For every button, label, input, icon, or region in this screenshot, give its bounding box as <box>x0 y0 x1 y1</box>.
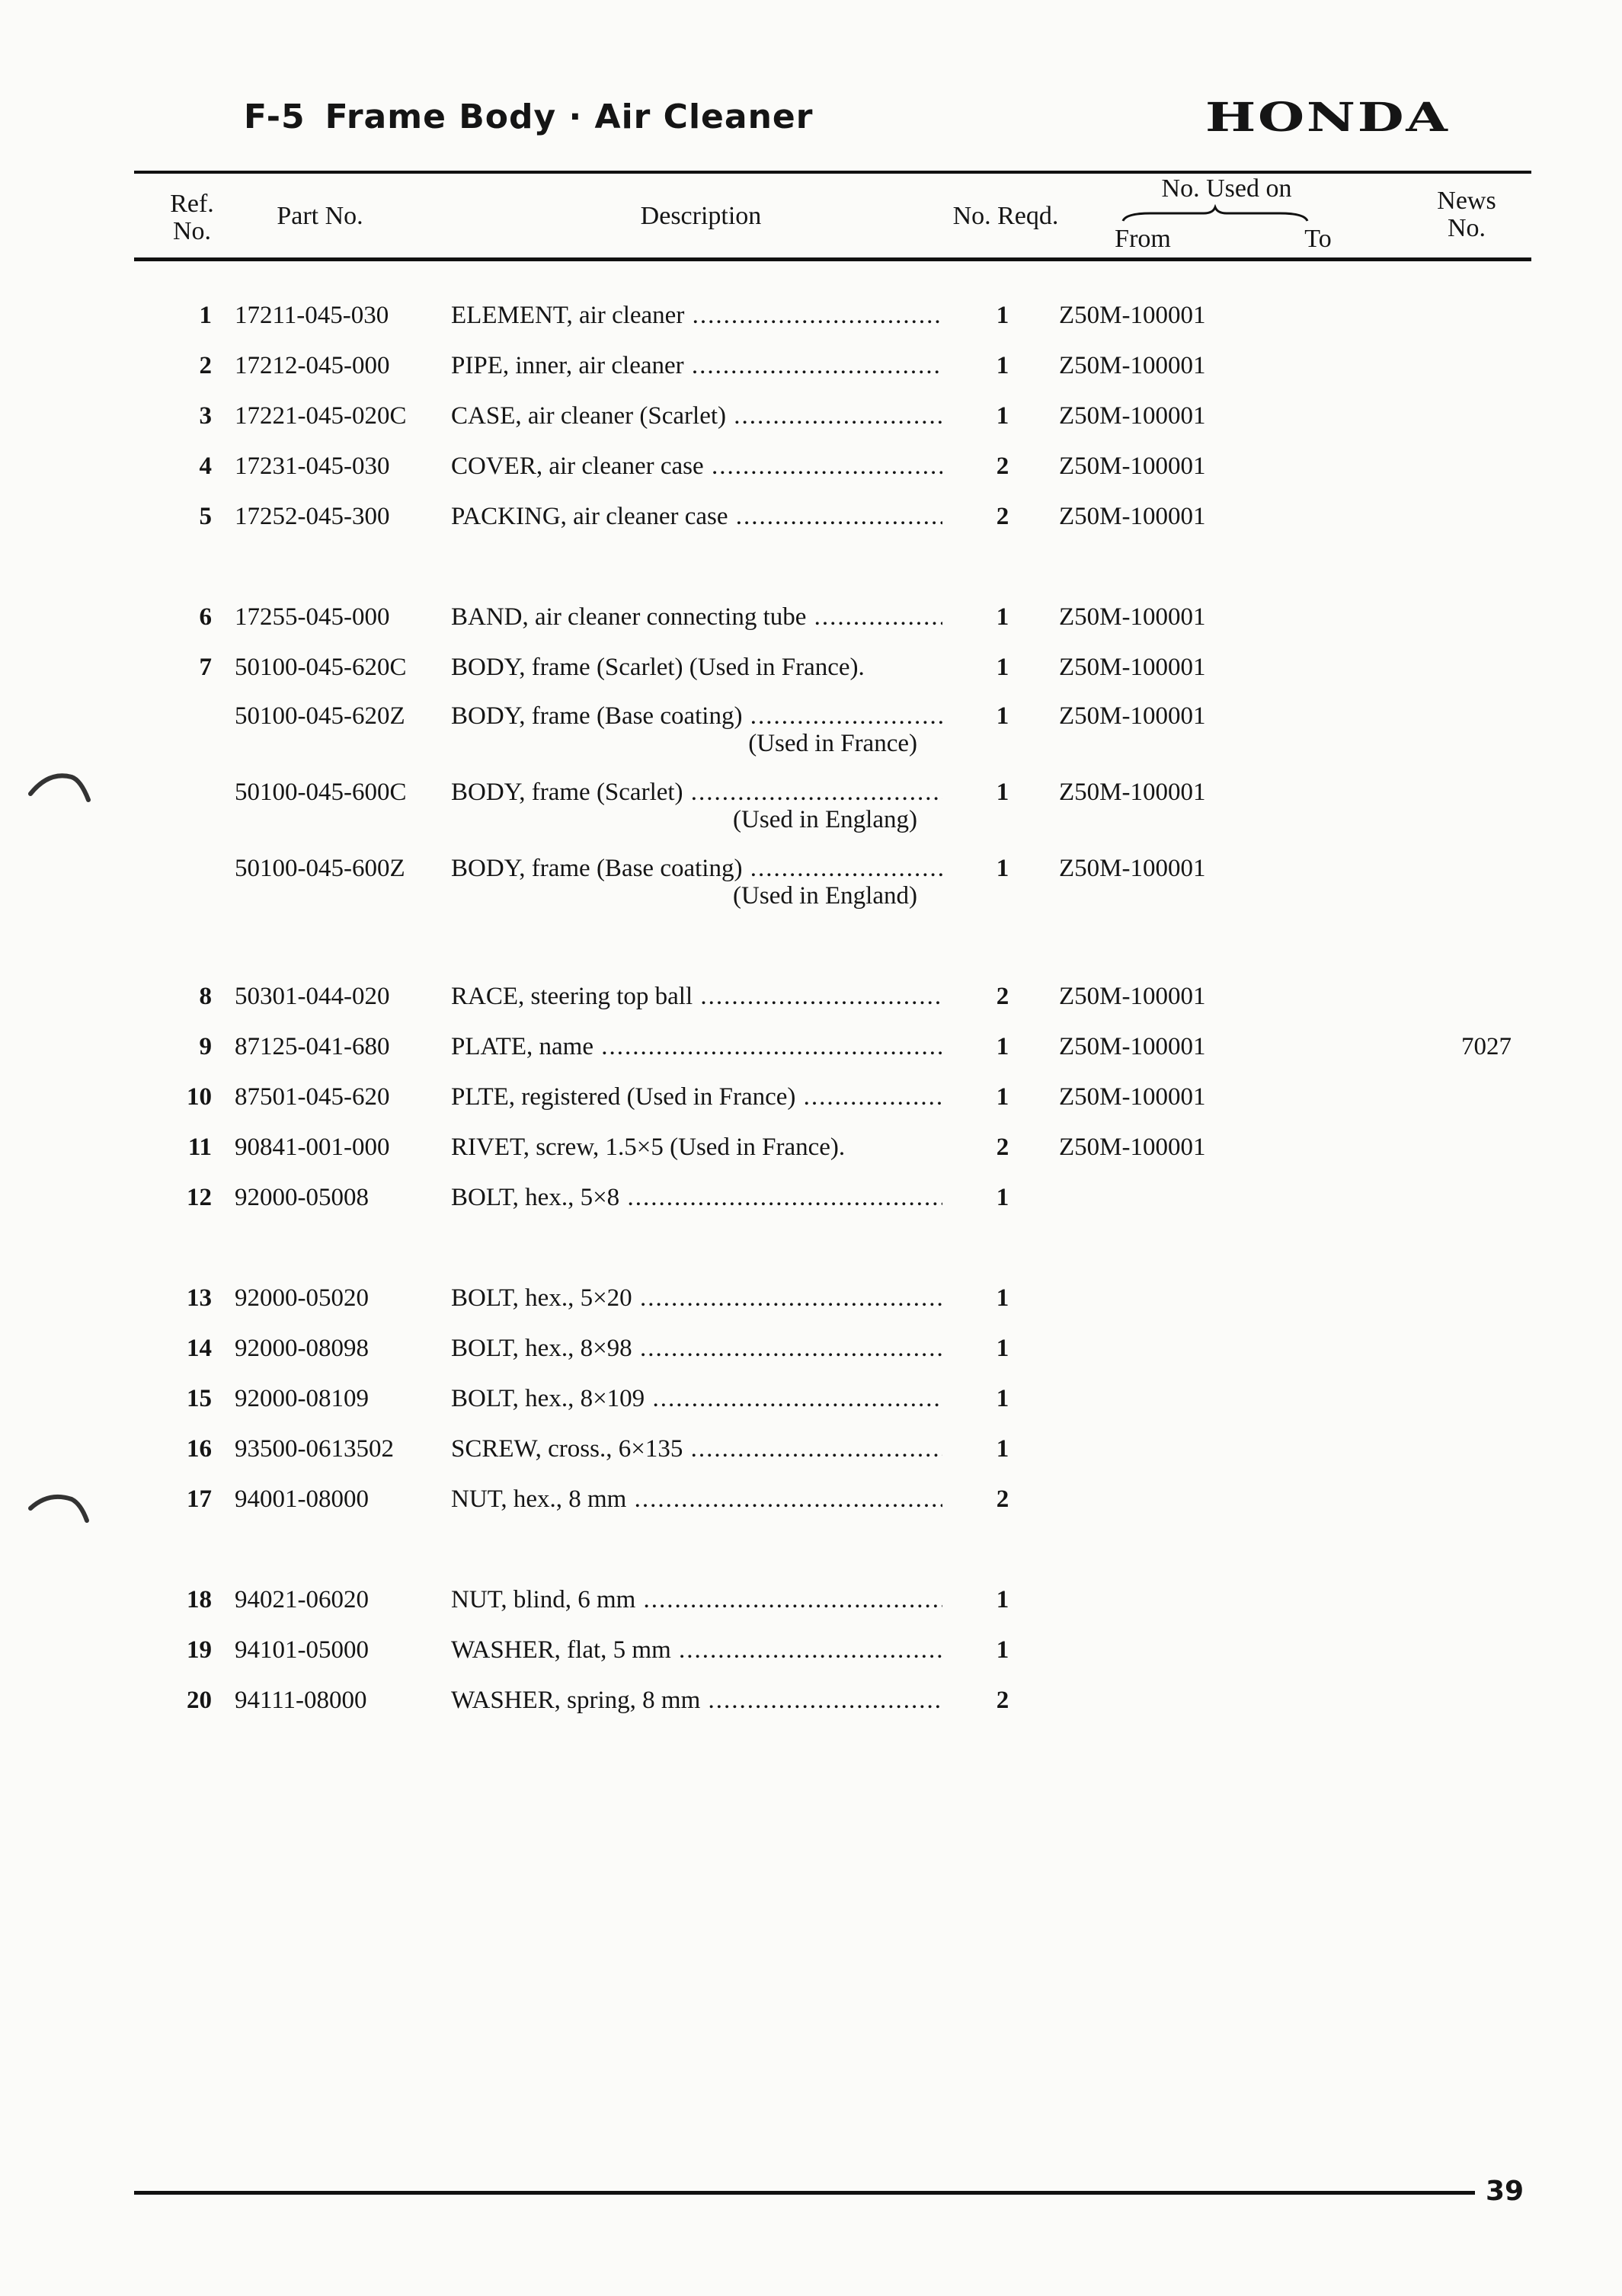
description: RACE, steering top ball ..... <box>451 983 942 1011</box>
description: WASHER, flat, 5 mm ..... <box>451 1636 942 1664</box>
col-part-header: Part No. <box>277 202 363 230</box>
table-row <box>0 503 1622 548</box>
ref-no: 17 <box>187 1485 212 1513</box>
used-from: Z50M-100001 <box>1059 855 1206 882</box>
ref-no: 13 <box>187 1284 212 1312</box>
description: NUT, blind, 6 mm ..... <box>451 1586 942 1614</box>
description: BODY, frame (Scarlet) (Used in France). <box>451 654 865 681</box>
part-no: 87501-045-620 <box>235 1083 390 1111</box>
description: COVER, air cleaner case ..... <box>451 452 942 481</box>
qty: 1 <box>996 603 1009 631</box>
description: RIVET, screw, 1.5×5 (Used in France). <box>451 1134 846 1161</box>
used-from: Z50M-100001 <box>1059 503 1206 530</box>
col-ref-header <box>162 190 222 245</box>
description: WASHER, spring, 8 mm ..... <box>451 1687 942 1715</box>
col-ref-line1: Ref. <box>170 190 214 218</box>
ref-no: 5 <box>199 503 212 530</box>
description-note: (Used in England) <box>733 882 917 910</box>
qty: 1 <box>996 402 1009 430</box>
description: BAND, air cleaner connecting tube ..... <box>451 603 942 632</box>
news-no: 7027 <box>1461 1033 1512 1060</box>
table-row <box>0 1033 1622 1079</box>
col-description-header: Description <box>640 202 762 230</box>
description: BODY, frame (Base coating) ..... <box>451 855 942 883</box>
section-title: Frame Body · Air Cleaner <box>325 98 814 136</box>
table-row <box>0 603 1622 649</box>
table-row <box>0 1687 1622 1732</box>
section-code: F-5 <box>244 98 306 136</box>
ref-no: 12 <box>187 1184 212 1211</box>
ref-no: 19 <box>187 1636 212 1664</box>
qty: 2 <box>996 983 1009 1010</box>
description: SCREW, cross., 6×135 ..... <box>451 1435 942 1463</box>
ref-no: 7 <box>199 654 212 681</box>
part-no: 92000-08098 <box>235 1335 369 1362</box>
description: PLTE, registered (Used in France) ..... <box>451 1083 942 1111</box>
description: ELEMENT, air cleaner ..... <box>451 302 942 330</box>
qty: 2 <box>996 1134 1009 1161</box>
description: BOLT, hex., 5×8 ..... <box>451 1184 942 1212</box>
part-no: 93500-0613502 <box>235 1435 394 1463</box>
ref-no: 14 <box>187 1335 212 1362</box>
col-ref-line2: No. <box>172 217 212 245</box>
page-number: 39 <box>1486 2176 1524 2207</box>
part-no: 94111-08000 <box>235 1687 367 1714</box>
used-from: Z50M-100001 <box>1059 452 1206 480</box>
table-row <box>0 1385 1622 1431</box>
part-no: 94021-06020 <box>235 1586 369 1613</box>
qty: 1 <box>996 1083 1009 1111</box>
table-row <box>0 1485 1622 1531</box>
part-no: 50100-045-600C <box>235 779 407 806</box>
qty: 1 <box>996 654 1009 681</box>
table-row <box>0 1636 1622 1682</box>
description: PACKING, air cleaner case ..... <box>451 503 942 531</box>
table-row <box>0 654 1622 699</box>
col-from-header: From <box>1115 225 1171 253</box>
ref-no: 18 <box>187 1586 212 1613</box>
used-from: Z50M-100001 <box>1059 402 1206 430</box>
qty: 1 <box>996 779 1009 806</box>
part-no: 92000-05020 <box>235 1284 369 1312</box>
qty: 1 <box>996 1435 1009 1463</box>
used-from: Z50M-100001 <box>1059 302 1206 329</box>
col-news-header <box>1425 187 1508 242</box>
ref-no: 8 <box>199 983 212 1010</box>
table-row <box>0 452 1622 498</box>
description-note: (Used in Englang) <box>733 806 917 833</box>
col-qty-header: No. Reqd. <box>952 202 1059 230</box>
qty: 1 <box>996 855 1009 882</box>
description: NUT, hex., 8 mm ..... <box>451 1485 942 1514</box>
table-row <box>0 1134 1622 1179</box>
part-no: 50100-045-620Z <box>235 702 405 730</box>
used-from: Z50M-100001 <box>1059 603 1206 631</box>
used-from: Z50M-100001 <box>1059 779 1206 806</box>
part-no: 50100-045-620C <box>235 654 407 681</box>
table-row <box>0 702 1622 779</box>
used-from: Z50M-100001 <box>1059 983 1206 1010</box>
ref-no: 3 <box>199 402 212 430</box>
qty: 1 <box>996 1335 1009 1362</box>
description: PIPE, inner, air cleaner ..... <box>451 352 942 380</box>
part-no: 17255-045-000 <box>235 603 390 631</box>
col-news-line1: News <box>1437 187 1496 215</box>
binder-hole-mark <box>26 1481 94 1527</box>
used-on-brace <box>1120 203 1310 225</box>
ref-no: 4 <box>199 452 212 480</box>
table-row <box>0 779 1622 855</box>
part-no: 50100-045-600Z <box>235 855 405 882</box>
description: CASE, air cleaner (Scarlet) ..... <box>451 402 942 430</box>
ref-no: 20 <box>187 1687 212 1714</box>
part-no: 17221-045-020C <box>235 402 407 430</box>
col-used-on-header: No. Used on <box>1161 174 1292 203</box>
qty: 1 <box>996 1284 1009 1312</box>
table-row <box>0 1335 1622 1380</box>
qty: 1 <box>996 1033 1009 1060</box>
header-bottom-rule <box>134 257 1531 261</box>
qty: 2 <box>996 1687 1009 1714</box>
qty: 1 <box>996 352 1009 379</box>
table-row <box>0 352 1622 398</box>
part-no: 92000-05008 <box>235 1184 369 1211</box>
brand-logo: HONDA <box>1205 94 1450 141</box>
table-row <box>0 1284 1622 1330</box>
table-row <box>0 1184 1622 1230</box>
table-row <box>0 402 1622 448</box>
page-title <box>244 98 833 136</box>
part-no: 92000-08109 <box>235 1385 369 1412</box>
ref-no: 9 <box>199 1033 212 1060</box>
qty: 1 <box>996 1636 1009 1664</box>
ref-no: 15 <box>187 1385 212 1412</box>
qty: 2 <box>996 503 1009 530</box>
part-no: 94101-05000 <box>235 1636 369 1664</box>
description: BODY, frame (Base coating) ..... <box>451 702 942 731</box>
ref-no: 1 <box>199 302 212 329</box>
part-no: 90841-001-000 <box>235 1134 390 1161</box>
table-row <box>0 855 1622 931</box>
part-no: 17252-045-300 <box>235 503 390 530</box>
col-news-line2: No. <box>1447 214 1486 242</box>
qty: 1 <box>996 1586 1009 1613</box>
qty: 1 <box>996 702 1009 730</box>
qty: 1 <box>996 302 1009 329</box>
description: PLATE, name ..... <box>451 1033 942 1061</box>
part-no: 87125-041-680 <box>235 1033 390 1060</box>
qty: 2 <box>996 452 1009 480</box>
table-row <box>0 1083 1622 1129</box>
part-no: 17231-045-030 <box>235 452 390 480</box>
used-from: Z50M-100001 <box>1059 1083 1206 1111</box>
footer-rule <box>134 2191 1475 2195</box>
part-no: 50301-044-020 <box>235 983 390 1010</box>
header-top-rule <box>134 171 1531 174</box>
description: BOLT, hex., 8×98 ..... <box>451 1335 942 1363</box>
used-from: Z50M-100001 <box>1059 1134 1206 1161</box>
ref-no: 2 <box>199 352 212 379</box>
col-to-header: To <box>1304 225 1332 253</box>
table-row <box>0 1435 1622 1481</box>
ref-no: 10 <box>187 1083 212 1111</box>
binder-hole-mark <box>26 762 94 807</box>
description: BOLT, hex., 5×20 ..... <box>451 1284 942 1313</box>
used-from: Z50M-100001 <box>1059 352 1206 379</box>
description: BODY, frame (Scarlet) ..... <box>451 779 942 807</box>
table-row <box>0 302 1622 347</box>
description-note: (Used in France) <box>748 730 917 757</box>
ref-no: 11 <box>187 1134 212 1161</box>
ref-no: 16 <box>187 1435 212 1463</box>
qty: 1 <box>996 1385 1009 1412</box>
table-row <box>0 1586 1622 1632</box>
qty: 1 <box>996 1184 1009 1211</box>
ref-no: 6 <box>199 603 212 631</box>
part-no: 17212-045-000 <box>235 352 390 379</box>
used-from: Z50M-100001 <box>1059 1033 1206 1060</box>
description: BOLT, hex., 8×109 ..... <box>451 1385 942 1413</box>
part-no: 17211-045-030 <box>235 302 389 329</box>
used-from: Z50M-100001 <box>1059 654 1206 681</box>
table-row <box>0 983 1622 1028</box>
part-no: 94001-08000 <box>235 1485 369 1513</box>
used-from: Z50M-100001 <box>1059 702 1206 730</box>
qty: 2 <box>996 1485 1009 1513</box>
